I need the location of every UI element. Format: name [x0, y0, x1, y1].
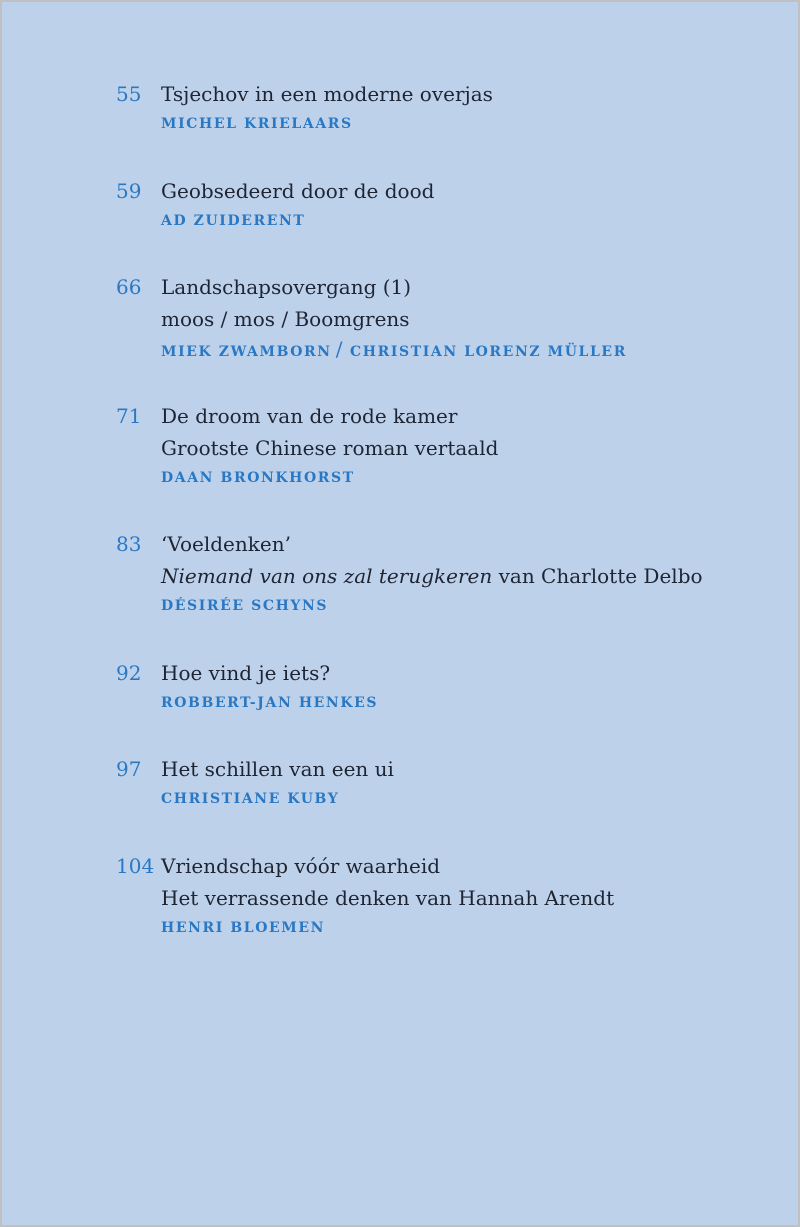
entry-subtitle [161, 560, 788, 592]
toc-entry[interactable] [2, 400, 798, 529]
toc-entry[interactable] [2, 528, 798, 657]
entry-title: ‘Voeldenken’ [161, 532, 291, 556]
author-names [161, 337, 788, 364]
toc-entry[interactable] [2, 657, 798, 754]
entry-title: Landschapsovergang (1) [161, 275, 412, 299]
toc-entry[interactable] [2, 78, 798, 175]
entry-title: Het schillen van een ui [161, 757, 394, 781]
author-name: MICHEL KRIELAARS [161, 116, 353, 132]
page-number: 71 [116, 403, 142, 428]
author-name: MIEK ZWAMBORN [161, 344, 332, 360]
page-number: 55 [116, 82, 142, 106]
author-separator: / [335, 337, 345, 361]
author-name: HENRI BLOEMEN [161, 919, 326, 936]
page-number: 66 [116, 275, 142, 299]
author-name: ROBBERT-JAN HENKES [161, 694, 379, 711]
toc-entry[interactable] [2, 175, 798, 272]
toc-entry[interactable] [2, 271, 798, 400]
toc-entry[interactable] [2, 850, 798, 979]
page-number: 104 [116, 853, 155, 878]
entry-title: Hoe vind je iets? [161, 660, 331, 685]
page-number: 59 [116, 178, 142, 203]
author-name: CHRISTIANE KUBY [161, 791, 340, 807]
entry-title: De droom van de rode kamer [161, 403, 458, 428]
author-name: CHRISTIAN LORENZ MÜLLER [350, 344, 627, 360]
page-number: 97 [116, 757, 142, 781]
entry-title: Vriendschap vóór waarheid [161, 853, 441, 878]
book-title: Niemand van ons zal terugkeren [161, 564, 493, 588]
toc-entry[interactable] [2, 753, 798, 850]
subtitle-text: van Charlotte Delbo [492, 564, 703, 588]
page-number: 83 [116, 532, 142, 556]
entry-title: Geobsedeerd door de dood [161, 178, 435, 203]
table-of-contents [2, 78, 798, 978]
entry-subtitle: Het verrassende denken van Hannah Arendt [161, 885, 615, 910]
entry-subtitle: Grootste Chinese roman vertaald [161, 435, 499, 460]
author-name: AD ZUIDERENT [161, 212, 306, 229]
author-name: DAAN BRONKHORST [161, 469, 355, 486]
entry-subtitle: moos / mos / Boomgrens [161, 307, 410, 331]
entry-title: Tsjechov in een moderne overjas [161, 82, 493, 106]
author-name: DÉSIRÉE SCHYNS [161, 598, 329, 614]
toc-page [2, 2, 798, 1225]
page-number: 92 [116, 660, 142, 685]
